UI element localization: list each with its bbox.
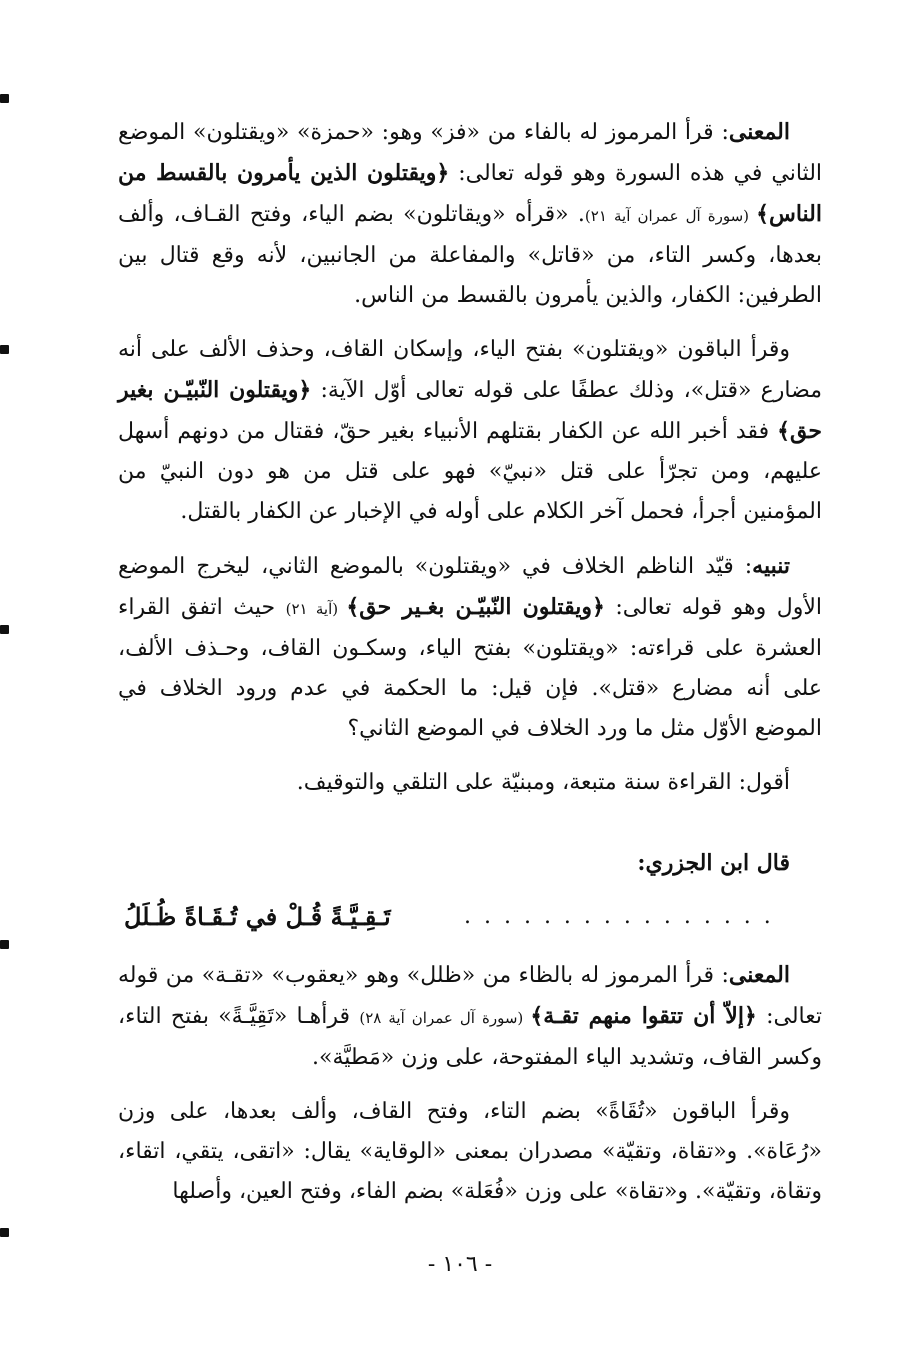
bold-phrase: تنبيه	[752, 553, 790, 579]
citation: (سورة آل عمران آية ٢١)	[584, 207, 757, 225]
text-segment: : قيّد الناظم الخلاف في «ويقتلون» بالموضع الثاني، ليخرج الموضع الأول وهو قوله تعالى:	[118, 554, 822, 620]
paragraph-p2	[118, 330, 822, 532]
text-segment: : قرأ المرموز له بالظاء من «ظلل» وهو «يعقوب» «تقـة» من قوله تعالى:	[118, 963, 822, 1029]
binding-mark	[0, 1228, 9, 1237]
text-segment: قرأهـا «تَقِيَّـةً» بفتح التاء، وكسر القاف، وتشديد الياء المفتوحة، على وزن «مَطيَّة».	[118, 1004, 822, 1070]
commentary-block-1	[118, 112, 822, 803]
paragraph-p4	[118, 763, 822, 803]
binding-mark	[0, 940, 9, 949]
bold-phrase: ﴿ويقتلون الذين يأمرون بالقسط من الناس﴾	[118, 160, 822, 227]
page-body	[118, 112, 822, 1226]
text-segment: وقرأ الباقون «تُقَاةً» بضم التاء، وفتح القاف، وألف بعدها، على وزن «رُعَاة». و«تقاة، وتقيّة» مصدران بمعنى «الوقاية» يقال: «اتقى، يتقي، اتقاء، وتقاة، وتقيّة». و«تقاة» على وزن «فُعَلة» بضم الفاء، وفتح العين، وأصلها	[118, 1099, 822, 1204]
paragraph-p6	[118, 1092, 822, 1212]
page-number: - ١٠٦ -	[427, 1252, 493, 1277]
text-segment: فقد أخبر الله عن الكفار بقتلهم الأنبياء بغير حقّ، فقتال من دونهم أسهل عليهم، ومن تجرّأ على قتل «نبيّ» فهو على قتل من هو دون النبيّ من المؤمنين أجرأ، فحمل آخر الكلام على أوله في الإخبار عن الكفار بالقتل.	[118, 419, 822, 524]
text-segment: وقرأ الباقون «ويقتلون» بفتح الياء، وإسكان القاف، وحذف الألف على أنه مضارع «قتل»، وذلك عطفًا على قوله تعالى أوّل الآية:	[118, 337, 822, 403]
bold-phrase: ﴿ويقتلون النّبيّـن بغـير حق﴾	[346, 594, 605, 620]
text-segment: : قرأ المرموز له بالفاء من «فز» وهو: «حمزة» «ويقتلون» الموضع الثاني في هذه السورة وهو قوله تعالى:	[118, 120, 823, 186]
bold-phrase: المعنى	[728, 962, 790, 988]
paragraph-p5	[118, 955, 822, 1078]
section-spacer	[118, 817, 822, 843]
text-segment: . «قرأه «ويقاتلون» بضم الياء، وفتح القـاف، وألف بعدها، وكسر التاء، من «قاتل» والمفاعلة من الجانبين، لأنه وقع قتال بين الطرفين: الكفار، والذين يأمرون بالقسط من الناس.	[118, 202, 822, 308]
binding-mark	[0, 345, 9, 354]
verse-first-hemistich-dots: . . . . . . . . . . . . . . . .	[464, 904, 774, 929]
text-segment: أقول: القراءة سنة متبعة، ومبنيّة على التلقي والتوقيف.	[296, 770, 790, 795]
verse-line	[118, 897, 822, 937]
commentary-block-2	[118, 955, 822, 1212]
poet-heading: قال ابن الجزري:	[637, 850, 790, 876]
bold-phrase: ﴿ويقتلون النّبيّـن بغير حق﴾	[118, 377, 822, 444]
binding-mark	[0, 625, 9, 634]
verse-second-hemistich: تَـقِـيَّـةً قُـلْ في تُـقَـاةً ظُـلَلُ	[124, 902, 391, 931]
bold-phrase: المعنى	[728, 119, 790, 145]
citation: (آية ٢١)	[285, 600, 347, 618]
binding-mark	[0, 94, 9, 103]
text-segment: حيث اتفق القراء العشرة على قراءته: «ويقتلون» بفتح الياء، وسكـون القاف، وحـذف الألف، على أنه مضارع «قتل». فإن قيل: ما الحكمة في عدم ورود الخلاف في الموضع الأوّل مثل ما ورد الخلاف في الموضع الثاني؟	[118, 595, 822, 741]
paragraph-p1	[118, 112, 822, 316]
bold-phrase: ﴿إلاّ أن تتقوا منهم تقـة﴾	[530, 1003, 757, 1029]
citation: (سورة آل عمران آية ٢٨)	[359, 1009, 531, 1027]
paragraph-p3	[118, 546, 822, 749]
